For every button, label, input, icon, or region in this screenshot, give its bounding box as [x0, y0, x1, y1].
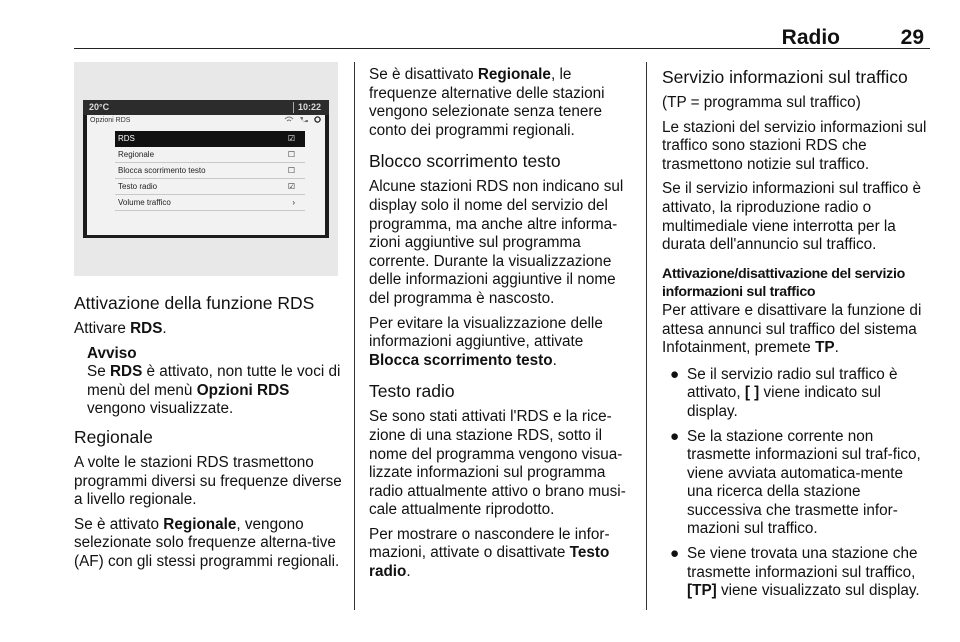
- menu-item-label: RDS: [118, 134, 135, 143]
- text: , le frequenze alternative delle stazioni vengono selezionate senza tenere conto dei programmi regionali.: [369, 66, 605, 139]
- note-text: [87, 363, 342, 419]
- checkbox-checked-icon: ☑: [287, 134, 295, 143]
- menu-item-label: Regionale: [118, 150, 155, 159]
- section-title: Radio: [781, 26, 840, 49]
- clock-readout: 10:22: [297, 102, 321, 112]
- rds-term: RDS: [130, 320, 163, 337]
- text: Per attivare e disattivare la funzione di attesa annunci sul traffico del sistema Infotainment, premete: [662, 301, 922, 357]
- status-bar: [83, 100, 329, 115]
- column-divider-1: [354, 62, 355, 610]
- text: .: [552, 351, 557, 369]
- menu-item-volume-traffico[interactable]: [115, 195, 305, 211]
- column-2: [369, 66, 635, 588]
- text: Per mostrare o nascondere le infor-mazioni, attivate o disattivate: [369, 525, 610, 562]
- testo-paragraph-1: Se sono stati attivati l'RDS e la rice-zione di una stazione RDS, sotto il nome del programma vengono visua-lizzate informazioni sul programma radio attualmente attivo o brano musi-cale attualmente riprodotto.: [369, 408, 626, 519]
- rds-term: RDS: [109, 363, 143, 381]
- text: , vengono selezionate solo frequenze alterna-tive (AF) con gli stessi programmi regionali.: [74, 515, 340, 570]
- checkbox-unchecked-icon: ☐: [287, 166, 295, 175]
- rds-options-screenshot: [74, 62, 338, 276]
- temperature-readout: 20°C: [89, 102, 110, 112]
- text: Se la stazione corrente non trasmette informazioni sul traf-fico, viene avviata automatica-mente una ricerca della stazione successiva che trasmette infor-mazioni sul traffico.: [687, 427, 921, 538]
- menu-item-blocca-scorrimento[interactable]: [115, 163, 305, 179]
- opzioni-rds-term: Opzioni RDS: [196, 381, 290, 399]
- activate-paragraph: [74, 320, 342, 339]
- bullet-dot: ●: [670, 427, 680, 445]
- text: .: [834, 339, 839, 357]
- blocca-paragraph-1: Alcune stazioni RDS non indicano sul display solo il nome del servizio del programma, ma anche altre informa-zioni aggiuntive sul programma corrente. Durante la visualizzazione delle informazioni aggiuntive il nome del programma è nascosto.: [369, 178, 624, 307]
- blocca-term: Blocca scorrimento testo: [369, 351, 553, 369]
- text: Per evitare la visualizzazione delle informazioni aggiuntive, attivate: [369, 314, 603, 351]
- settings-icon: [314, 116, 321, 123]
- text: Se il servizio radio sul traffico è attivato,: [687, 365, 898, 402]
- tp-paragraph-1: Le stazioni del servizio informazioni sul traffico sono stazioni RDS che trasmettono notizie sul traffico.: [662, 118, 927, 173]
- checkbox-checked-icon: ☑: [287, 182, 295, 191]
- page-header: [74, 0, 930, 49]
- menu-item-label: Volume traffico: [118, 198, 171, 207]
- heading-activation-traffic: Attivazione/disattivazione del servizio informazioni sul traffico: [662, 265, 905, 301]
- note-title: Avviso: [87, 344, 137, 362]
- regionale-off-paragraph: [369, 66, 635, 140]
- status-icons: [284, 116, 321, 125]
- menu-item-regionale[interactable]: [115, 147, 305, 163]
- regionale-paragraph-2: [74, 516, 342, 572]
- status-separator: [293, 102, 294, 113]
- column-1: [74, 292, 342, 578]
- tp-indicator-term: [TP]: [687, 582, 717, 600]
- heading-blocca: Blocco scorrimento testo: [369, 151, 561, 172]
- note-block: [74, 345, 342, 419]
- checkbox-unchecked-icon: ☐: [287, 150, 295, 159]
- text: è attivato, non tutte le voci di menù del menù: [87, 363, 341, 399]
- phone-icon: [299, 116, 309, 123]
- bullet-item-2: [662, 428, 930, 540]
- heading-testo-radio: Testo radio: [369, 381, 455, 402]
- tp-paragraph-2: Se il servizio informazioni sul traffico è attivato, la riproduzione radio o multimediale viene interrotta per la durata dell'annuncio sul traffico.: [662, 180, 922, 254]
- text: .: [406, 563, 411, 581]
- tp-definition: (TP = programma sul traffico): [662, 94, 861, 111]
- menu-item-rds[interactable]: [115, 131, 305, 147]
- heading-traffic-service: Servizio informazioni sul traffico: [662, 67, 908, 87]
- column-divider-2: [646, 62, 647, 610]
- heading-regionale: Regionale: [74, 426, 153, 447]
- bullet-item-1: [662, 366, 930, 422]
- text: .: [162, 320, 167, 337]
- regionale-term: Regionale: [477, 66, 551, 83]
- activation-paragraph: [662, 302, 930, 358]
- column-3: [662, 66, 930, 607]
- menu-item-label: Blocca scorrimento testo: [118, 166, 206, 175]
- bullet-item-3: [662, 545, 930, 601]
- panel-title: Opzioni RDS: [90, 117, 131, 124]
- text: Attivare: [74, 320, 131, 337]
- text: vengono visualizzate.: [87, 400, 234, 418]
- text: Se è attivato: [74, 515, 164, 533]
- bullet-dot: ●: [670, 365, 680, 383]
- menu-item-label: Testo radio: [118, 182, 158, 191]
- testo-paragraph-2: [369, 526, 635, 582]
- wifi-icon: [284, 116, 294, 123]
- heading-activation: Attivazione della funzione RDS: [74, 293, 315, 313]
- blocca-paragraph-2: [369, 315, 635, 371]
- regionale-term: Regionale: [163, 515, 237, 533]
- text: viene indicato sul display.: [687, 384, 881, 420]
- rds-options-panel: [87, 115, 325, 235]
- tp-indicator-term: [ ]: [744, 384, 760, 402]
- rds-menu: [115, 131, 305, 211]
- text: Se viene trovata una stazione che trasmette informazioni sul traffico,: [687, 545, 918, 581]
- regionale-paragraph-1: A volte le stazioni RDS trasmettono programmi diversi su frequenze diverse a livello regionale.: [74, 453, 342, 509]
- bullet-dot: ●: [670, 545, 680, 563]
- testo-radio-term: Testo radio: [369, 544, 610, 581]
- text: Se è disattivato: [369, 66, 478, 83]
- display-screen: [83, 100, 329, 238]
- tp-term: TP: [815, 339, 835, 357]
- text: viene visualizzato sul display.: [716, 582, 920, 600]
- page-number: 29: [900, 26, 924, 49]
- chevron-right-icon: ›: [292, 198, 295, 207]
- text: Se: [87, 363, 110, 381]
- menu-item-testo-radio[interactable]: [115, 179, 305, 195]
